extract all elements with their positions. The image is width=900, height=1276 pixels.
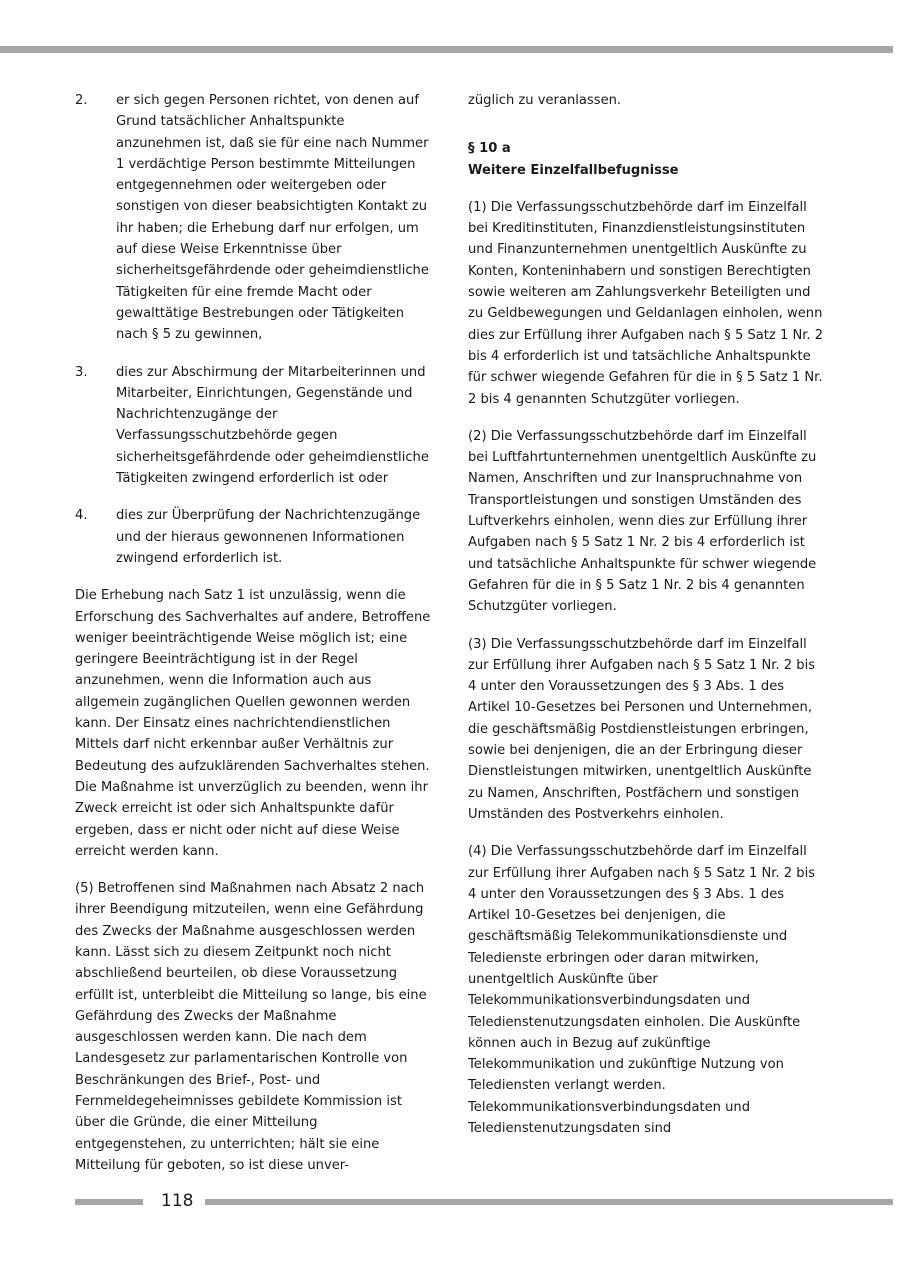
header-rule bbox=[0, 46, 900, 53]
footer-rule-left bbox=[75, 1199, 143, 1205]
page-number: 118 bbox=[155, 1190, 199, 1212]
footer-rule-right bbox=[205, 1199, 893, 1205]
paragraph: (4) Die Verfassungsschutzbehörde darf im Einzelfall zur Erfüllung ihrer Aufgaben nach § 5 Satz 1 Nr. 2 bis 4 unter den Voraussetzungen des § 3 Abs. 1 des Artikel 10-Gesetzes bei denjenigen, die geschäftsmäßig Telekommunikationsdienste und Teledienste erbringen oder daran mitwirken, unentgeltlich Auskünfte über Telekommunikationsverbindungsdaten und Teledienstenutzungsdaten einholen. Die Auskünfte können auch in Bezug auf zukünftige Telekommunikation und zukünftige Nutzung von Telediensten verlangt werden. Telekommunikationsverbindungsdaten und Teledienstenutzungsdaten sind bbox=[468, 844, 816, 1137]
continuation-text: züglich zu veranlassen. bbox=[468, 93, 622, 108]
section-number: § 10 a bbox=[468, 141, 511, 157]
page-footer bbox=[75, 1190, 825, 1212]
header-rule-cap bbox=[893, 46, 900, 53]
list-item-text: er sich gegen Personen richtet, von denen auf Grund tatsächlicher Anhaltspunkte anzunehmen ist, daß sie für eine nach Nummer 1 verdächtige Person bestimmte Mitteilungen entgegennehmen oder weitergeben oder sonstigen von dieser beabsichtigten Kontakt zu ihr haben; die Erhebung darf nur erfolgen, um auf diese Weise Erkenntnisse über sicherheitsgefährdende oder geheimdienstliche Tätigkeiten für eine fremde Macht oder gewalttätige Bestrebungen oder Tätigkeiten nach § 5 zu gewinnen, bbox=[116, 93, 429, 343]
list-item-number: 3. bbox=[75, 364, 88, 380]
paragraph: (5) Betroffenen sind Maßnahmen nach Absatz 2 nach ihrer Beendigung mitzuteilen, wenn eine Gefährdung des Zwecks der Maßnahme ausgeschlossen werden kann. Lässt sich zu diesem Zeitpunkt noch nicht abschließend beurteilen, ob diese Voraussetzung erfüllt ist, unterbleibt die Mitteilung so lange, bis eine Gefährdung des Zwecks der Maßnahme ausgeschlossen werden kann. Die nach dem Landesgesetz zur parlamentarischen Kontrolle von Beschränkungen des Brief-, Post- und Fernmeldegeheimnisses gebildete Kommission ist über die Gründe, die einer Mitteilung entgegenstehen, zu unterrichten; hält sie eine Mitteilung für geboten, so ist diese unver- bbox=[75, 881, 427, 1173]
paragraph: (1) Die Verfassungsschutzbehörde darf im Einzelfall bei Kreditinstituten, Finanzdienstleistungsinstituten und Finanzunternehmen unentgeltlich Auskünfte zu Konten, Konteninhabern und sonstigen Berechtigten sowie weiteren am Zahlungsverkehr Beteiligten und zu Geldbewegungen und Geldanlagen einholen, wenn dies zur Erfüllung ihrer Aufgaben nach § 5 Satz 1 Nr. 2 bis 4 erforderlich ist und tatsächliche Anhaltspunkte für schwer wiegende Gefahren für die in § 5 Satz 1 Nr. 2 bis 4 genannten Schutzgüter vorliegen. bbox=[468, 199, 824, 407]
list-item bbox=[75, 362, 432, 490]
list-item-text: dies zur Abschirmung der Mitarbeiterinnen und Mitarbeiter, Einrichtungen, Gegenstände und Nachrichtenzugänge der Verfassungsschutzbehörde gegen sicherheitsgefährdende oder geheimdienstliche Tätigkeiten zwingend erforderlich ist oder bbox=[116, 364, 429, 487]
list-item-number: 2. bbox=[75, 93, 88, 108]
heading-spacer bbox=[468, 127, 825, 138]
section-title: Weitere Einzelfallbefugnisse bbox=[468, 162, 679, 178]
list-item bbox=[75, 505, 432, 569]
left-column bbox=[75, 90, 432, 1192]
right-column bbox=[468, 90, 825, 1192]
list-item-number: 4. bbox=[75, 508, 88, 524]
paragraph: Die Erhebung nach Satz 1 ist unzulässig, wenn die Erforschung des Sachverhaltes auf andere, Betroffene weniger beeinträchtigende Weise möglich ist; eine geringere Beeinträchtigung ist in der Regel anzunehmen, wenn die Information auch aus allgemein zugänglichen Quellen gewonnen werden kann. Der Einsatz eines nachrichtendienstlichen Mittels darf nicht erkennbar außer Verhältnis zur Bedeutung des aufzuklärenden Sachverhaltes stehen. Die Maßnahme ist unverzüglich zu beenden, wenn ihr Zweck erreicht ist oder sich Anhaltspunkte dafür ergeben, dass er nicht oder nicht auf diese Weise erreicht werden kann. bbox=[75, 588, 431, 859]
page-columns bbox=[75, 90, 825, 1192]
paragraph: (2) Die Verfassungsschutzbehörde darf im Einzelfall bei Luftfahrtunternehmen unentgeltlich Auskünfte zu Namen, Anschriften und zur Inanspruchnahme von Transportleistungen und sonstigen Umständen des Luftverkehrs einholen, wenn dies zur Erfüllung ihrer Aufgaben nach § 5 Satz 1 Nr. 2 bis 4 erforderlich ist und tatsächliche Anhaltspunkte für schwer wiegende Gefahren für die in § 5 Satz 1 Nr. 2 bis 4 genannten Schutzgüter vorliegen. bbox=[468, 428, 817, 615]
list-item bbox=[75, 90, 432, 346]
paragraph: (3) Die Verfassungsschutzbehörde darf im Einzelfall zur Erfüllung ihrer Aufgaben nach § 5 Satz 1 Nr. 2 bis 4 unter den Voraussetzungen des § 3 Abs. 1 des Artikel 10-Gesetzes bei Personen und Unternehmen, die geschäftsmäßig Postdienstleistungen erbringen, sowie bei denjenigen, die an der Erbringung dieser Dienstleistungen mitwirken, unentgeltlich Auskünfte zu Namen, Anschriften, Postfächern und sonstigen Umständen des Postverkehrs einholen. bbox=[468, 636, 816, 822]
list-item-text: dies zur Überprüfung der Nachrichtenzugänge und der hieraus gewonnenen Informationen zwingend erforderlich ist. bbox=[116, 508, 421, 566]
